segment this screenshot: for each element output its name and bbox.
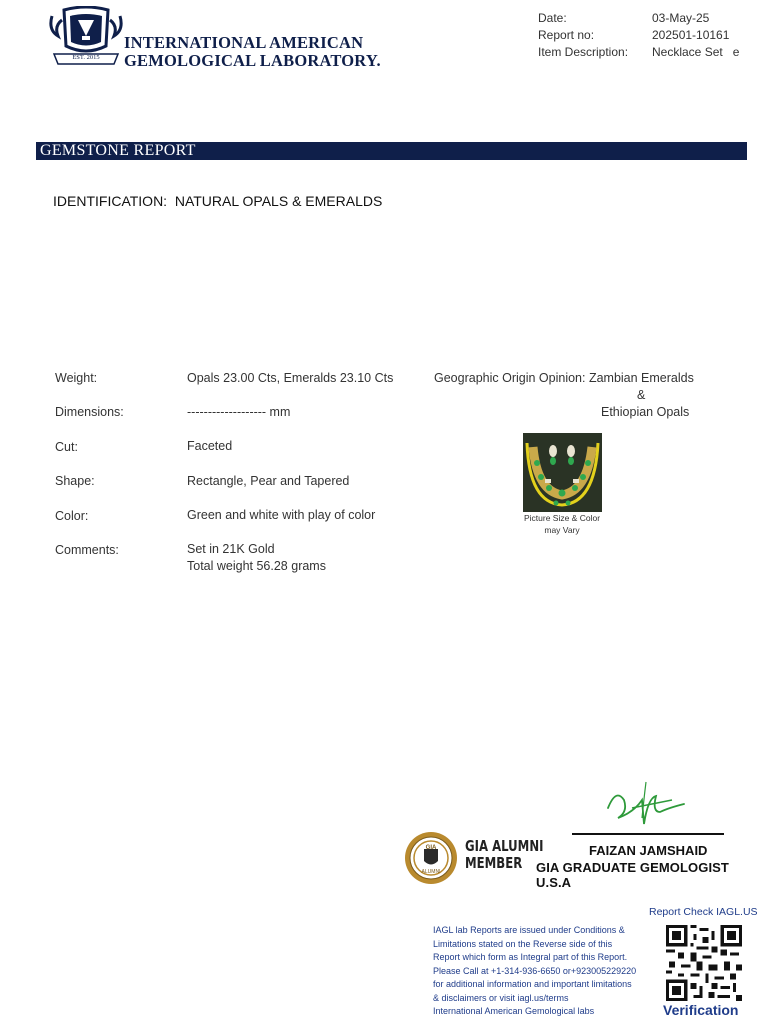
date-label: Date: bbox=[538, 11, 567, 25]
origin-line1: Geographic Origin Opinion: Zambian Emeralds bbox=[434, 371, 694, 385]
origin-line2: & bbox=[637, 388, 646, 402]
gia-seal-text: GIA bbox=[425, 845, 437, 851]
photo-caption-line1: Picture Size & Color bbox=[523, 513, 601, 523]
weight-label: Weight: bbox=[55, 371, 98, 385]
report-check-link[interactable]: Report Check IAGL.US bbox=[649, 906, 758, 918]
disclaimer-line: IAGL lab Reports are issued under Conditions & bbox=[433, 925, 625, 935]
photo-caption-line2: may Vary bbox=[544, 525, 580, 535]
report-title: GEMSTONE REPORT bbox=[40, 142, 196, 159]
comments-value bbox=[187, 541, 326, 575]
gia-alumni-text bbox=[465, 838, 543, 872]
disclaimer-line: Limitations stated on the Reverse side of this bbox=[433, 938, 613, 949]
color-label: Color: bbox=[55, 509, 89, 523]
gia-alumni-seal bbox=[404, 831, 458, 885]
gia-alumni-line1: GIA ALUMNI bbox=[465, 837, 544, 855]
shape-value: Rectangle, Pear and Tapered bbox=[187, 474, 350, 488]
disclaimer-line: Please Call at +1-314-936-6650 or+923005229220 bbox=[433, 965, 637, 976]
weight-value: Opals 23.00 Cts, Emeralds 23.10 Cts bbox=[187, 371, 394, 385]
lab-name-line1: INTERNATIONAL AMERICAN bbox=[124, 33, 364, 52]
gia-seal-subtext: ALUMNI bbox=[421, 869, 441, 875]
gia-alumni-line2: MEMBER bbox=[465, 854, 523, 872]
lab-name bbox=[124, 34, 381, 70]
necklace-image bbox=[523, 433, 602, 512]
cut-label: Cut: bbox=[55, 440, 78, 454]
disclaimer-line: & disclaimers or visit iagl.us/terms bbox=[433, 992, 569, 1003]
comments-label: Comments: bbox=[55, 543, 119, 557]
shape-label: Shape: bbox=[55, 474, 95, 488]
logo-est-text: EST. 2015 bbox=[72, 54, 100, 61]
lab-name-line2: GEMOLOGICAL LABORATORY. bbox=[124, 51, 381, 70]
disclaimer bbox=[433, 924, 655, 1019]
verification-qr-code[interactable] bbox=[666, 925, 742, 1001]
report-no-label: Report no: bbox=[538, 28, 595, 42]
comments-line2: Total weight 56.28 grams bbox=[187, 559, 326, 573]
signer-name: FAIZAN JAMSHAID bbox=[589, 843, 708, 858]
color-value: Green and white with play of color bbox=[187, 508, 376, 522]
item-description-value: Necklace Set e bbox=[652, 45, 740, 59]
necklace-photo bbox=[523, 433, 602, 512]
cut-value: Faceted bbox=[187, 439, 233, 453]
origin-line3: Ethiopian Opals bbox=[601, 405, 690, 419]
report-no-value: 202501-10161 bbox=[652, 28, 730, 42]
date-value: 03-May-25 bbox=[652, 11, 710, 25]
verification-label[interactable]: Verification bbox=[663, 1002, 739, 1018]
signature-image bbox=[598, 778, 688, 830]
disclaimer-line: Report which form as Integral part of this Report. bbox=[433, 952, 628, 962]
identification: IDENTIFICATION: NATURAL OPALS & EMERALDS bbox=[53, 193, 383, 209]
disclaimer-line: International American Gemological labs bbox=[433, 1006, 595, 1016]
signature-line bbox=[572, 833, 724, 835]
comments-line1: Set in 21K Gold bbox=[187, 542, 275, 556]
dimensions-value: ------------------- mm bbox=[187, 405, 291, 419]
signer-title: GIA GRADUATE GEMOLOGIST U.S.A bbox=[536, 860, 729, 890]
disclaimer-line: for additional information and important limitations bbox=[433, 979, 632, 989]
dimensions-label: Dimensions: bbox=[55, 405, 124, 419]
item-description-label: Item Description: bbox=[538, 45, 629, 59]
photo-caption bbox=[512, 512, 612, 536]
